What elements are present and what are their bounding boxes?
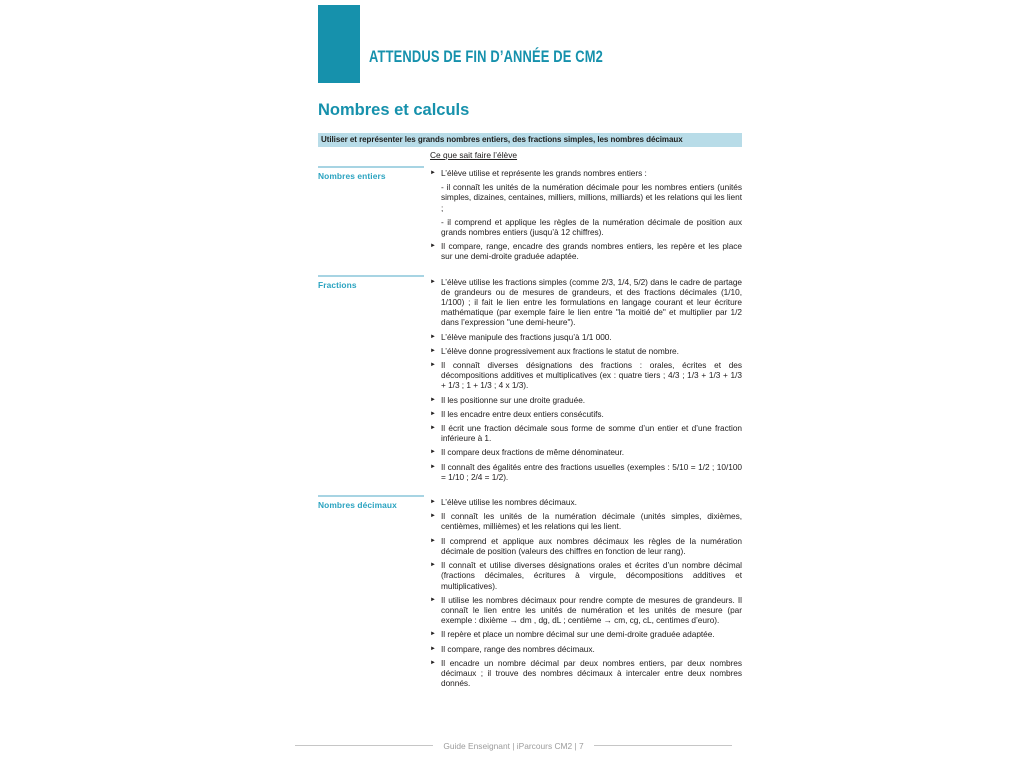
section-content (430, 495, 742, 692)
list-item-text: Il comprend et applique aux nombres décimaux les règles de la numération décimale de position (valeurs des chiffres en fonction de leur rang). (441, 535, 742, 556)
section-nombres-decimaux (318, 495, 742, 692)
header-accent-block (318, 5, 360, 83)
bullet-icon: ► (430, 659, 436, 666)
column-header: Ce que sait faire l’élève (430, 150, 518, 160)
bullet-icon: ► (430, 170, 436, 176)
section-title: Nombres et calculs (318, 101, 470, 119)
bullet-icon: ► (430, 425, 436, 432)
list-item-text: Il les encadre entre deux entiers consécutifs. (441, 408, 604, 419)
list-item (430, 409, 742, 419)
list-item-text: Il écrit une fraction décimale sous forme de somme d’un entier et d’une fraction inférieure à 1. (441, 423, 742, 444)
list-item (430, 658, 742, 689)
page-footer (295, 740, 732, 751)
bullet-icon: ► (430, 499, 436, 506)
footer-rule-right (594, 745, 732, 746)
bullet-icon: ► (430, 347, 436, 354)
list-item-text: L’élève utilise les fractions simples (comme 2/3, 1/4, 5/2) dans le cadre de partage de grandeurs ou de mesures de grandeurs, et des fractions décimales (1/10, 1/100) ; il fait le lien entre les formulations en langage courant et leur écriture mathématique (par exemple faire le lien entre "la moitié de" et multiplier par 1/2 dans l’expression "une demi-heure"). (441, 276, 742, 328)
bullet-icon: ► (430, 362, 436, 369)
bullet-icon: ► (430, 537, 436, 544)
bullet-icon: ► (430, 410, 436, 417)
section-content (430, 275, 742, 486)
sections-container (318, 166, 742, 701)
list-item (430, 346, 742, 356)
list-item-text: Il compare deux fractions de même dénominateur. (441, 447, 625, 458)
bullet-icon: ► (430, 596, 436, 603)
list-item (430, 447, 742, 457)
list-subitem-text: - il comprend et applique les règles de la numération décimale de position aux grands nombres entiers (jusqu’à 12 chiffres). (441, 216, 742, 238)
footer-rule-left (295, 745, 433, 746)
list-item-text: L’élève utilise les nombres décimaux. (441, 497, 577, 508)
bullet-icon: ► (430, 278, 436, 285)
list-item-text: Il connaît diverses désignations des fractions : orales, écrites et des décompositions additives et multiplicatives (ex : quatre tiers ; 4/3 ; 1/3 + 1/3 + 1/3 + 1/3 ; 1 + 1/3 ; 4 x 1/3). (441, 360, 742, 391)
section-nombres-entiers (318, 166, 742, 266)
list-item-text: Il utilise les nombres décimaux pour rendre compte de mesures de grandeurs. Il connaît le lien entre les unités de numération et les unités de mesure (par exemple : dixième → dm , dg, dL ; centième → cm, cg, cL, centimes d’euro). (441, 594, 742, 626)
section-content (430, 166, 742, 266)
list-item (430, 395, 742, 405)
list-item (430, 644, 742, 654)
bullet-icon: ► (430, 631, 436, 638)
list-item-text: L’élève utilise et représente les grands nombres entiers : (441, 168, 647, 178)
bullet-icon: ► (430, 333, 436, 340)
bullet-icon: ► (430, 449, 436, 456)
list-item (430, 241, 742, 261)
bullet-icon: ► (430, 396, 436, 403)
list-item-text: Il connaît des égalités entre des fractions usuelles (exemples : 5/10 = 1/2 ; 10/100 = 1/10 ; 2/4 = 1/2). (441, 461, 742, 482)
list-item-text: Il repère et place un nombre décimal sur une demi-droite graduée adaptée. (441, 629, 715, 640)
list-item-text: L’élève donne progressivement aux fractions le statut de nombre. (441, 345, 679, 356)
bullet-icon: ► (430, 513, 436, 520)
bullet-icon: ► (430, 645, 436, 652)
section-label: Fractions (318, 275, 424, 486)
section-label: Nombres décimaux (318, 495, 424, 692)
list-item (430, 423, 742, 443)
list-item-text: Il compare, range des nombres décimaux. (441, 643, 595, 654)
list-item (430, 168, 742, 178)
list-item (430, 497, 742, 507)
bullet-icon: ► (430, 562, 436, 569)
bullet-icon: ► (430, 243, 436, 250)
list-item (430, 595, 742, 626)
list-item-text: L’élève manipule des fractions jusqu’à 1/1 000. (441, 331, 612, 342)
list-item (430, 462, 742, 482)
list-item (430, 277, 742, 328)
page-title: ATTENDUS DE FIN D’ANNÉE DE CM2 (369, 47, 604, 66)
section-label: Nombres entiers (318, 166, 424, 266)
list-item-text: Il compare, range, encadre des grands nombres entiers, les repère et les place sur une demi-droite graduée adaptée. (441, 241, 742, 262)
footer-text: Guide Enseignant | iParcours CM2 | 7 (443, 740, 584, 751)
list-item (430, 629, 742, 639)
list-item-text: Il connaît les unités de la numération décimale (unités simples, dixièmes, centièmes, millièmes) et les relations qui les lient. (441, 511, 742, 532)
list-item (430, 360, 742, 391)
section-fractions (318, 275, 742, 486)
list-item (430, 332, 742, 342)
list-item-text: Il les positionne sur une droite graduée. (441, 394, 586, 405)
bullet-icon: ► (430, 463, 436, 470)
list-item-text: Il connaît et utilise diverses désignations orales et écrites d’un nombre décimal (fractions décimales, écritures à virgule, décompositions additives et multiplicatives). (441, 560, 742, 591)
list-item (430, 536, 742, 556)
list-item-text: Il encadre un nombre décimal par deux nombres entiers, par deux nombres décimaux ; il trouve des nombres décimaux à intercaler entre deux nombres donnés. (441, 657, 742, 689)
list-subitem-text: - il connaît les unités de la numération décimale pour les nombres entiers (unités simples, dizaines, centaines, milliers, millions, milliards) et les relations qui les lient ; (441, 182, 742, 213)
list-item (430, 560, 742, 591)
list-item (430, 511, 742, 531)
competence-banner: Utiliser et représenter les grands nombres entiers, des fractions simples, les nombres décimaux (318, 133, 742, 147)
